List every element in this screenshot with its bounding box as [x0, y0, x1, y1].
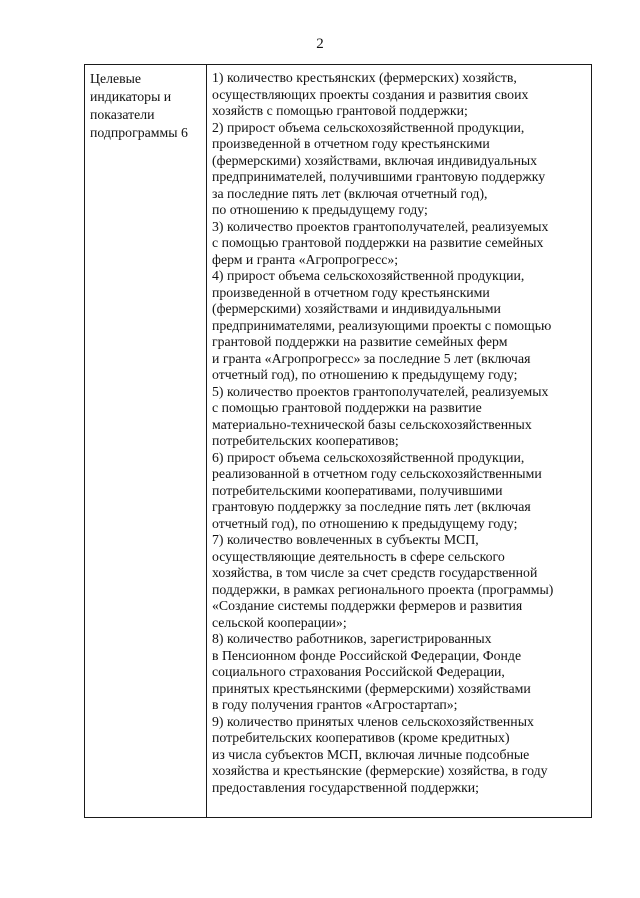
indicator-text-line: грантовую поддержку за последние пять лет (включая: [212, 499, 531, 514]
indicator-text-line: по отношению к предыдущему году;: [212, 202, 428, 217]
indicator-text-line: произведенной в отчетном году крестьянскими: [212, 284, 490, 300]
indicator-text-line: хозяйства и крестьянские (фермерские) хозяйства, в году: [212, 763, 548, 778]
indicator-text-line: и гранта «Агропрогресс» за последние 5 лет (включая: [212, 350, 531, 366]
indicator-text-line: за последние пять лет (включая отчетный год),: [212, 185, 488, 201]
indicator-text-line: хозяйства, в том числе за счет средств государственной: [212, 565, 538, 580]
indicator-text-line: ферм и гранта «Агропрогресс»;: [212, 251, 399, 267]
indicators-table: [84, 64, 592, 818]
indicator-text-line: грантовой поддержки на развитие семейных ферм: [212, 334, 508, 349]
indicator-text-line: материально-технической базы сельскохозяйственных: [212, 416, 532, 432]
label-line: подпрограммы 6: [90, 125, 188, 140]
indicator-text-line: «Создание системы поддержки фермеров и развития: [212, 598, 523, 613]
indicator-text-line: реализованной в отчетном году сельскохозяйственными: [212, 466, 542, 481]
indicator-text-line: предпринимателями, реализующими проекты с помощью: [212, 317, 552, 333]
indicator-text-line: (фермерскими) хозяйствами и индивидуальными: [212, 301, 501, 316]
label-line: показатели: [90, 107, 155, 122]
indicator-text-line: 9) количество принятых членов сельскохозяйственных: [212, 713, 534, 729]
indicator-text-line: из числа субъектов МСП, включая личные подсобные: [212, 746, 530, 762]
indicator-text-line: принятых крестьянскими (фермерскими) хозяйствами: [212, 680, 531, 696]
indicator-text-line: осуществляющие деятельность в сфере сельского: [212, 548, 505, 564]
indicator-text-line: 4) прирост объема сельскохозяйственной продукции,: [212, 268, 525, 283]
indicator-text-line: потребительских кооперативов;: [212, 433, 399, 448]
indicator-text-line: отчетный год), по отношению к предыдущему году;: [212, 515, 518, 531]
indicator-text-line: поддержки, в рамках регионального проекта (программы): [212, 581, 554, 597]
indicator-text-line: 3) количество проектов грантополучателей, реализуемых: [212, 218, 549, 234]
indicator-text-line: 7) количество вовлеченных в субъекты МСП,: [212, 532, 479, 547]
indicator-text-line: социального страхования Российской Федерации,: [212, 664, 505, 679]
indicator-text-line: осуществляющих проекты создания и развития своих: [212, 86, 529, 102]
page-number: 2: [316, 36, 324, 52]
label-line: индикаторы и: [90, 89, 172, 104]
indicator-text-line: хозяйств с помощью грантовой поддержки;: [212, 103, 468, 118]
indicator-text-line: (фермерскими) хозяйствами, включая индивидуальных: [212, 152, 538, 168]
indicator-text-line: 5) количество проектов грантополучателей, реализуемых: [212, 383, 549, 399]
indicator-text-line: в Пенсионном фонде Российской Федерации, Фонде: [212, 647, 522, 663]
table-content-cell: [212, 70, 590, 796]
indicator-text-line: предпринимателей, получившими грантовую поддержку: [212, 169, 546, 184]
indicator-text-line: отчетный год), по отношению к предыдущему году;: [212, 367, 518, 382]
indicator-text-line: 8) количество работников, зарегистрированных: [212, 631, 492, 646]
indicator-text-line: в году получения грантов «Агростартап»;: [212, 697, 458, 712]
indicator-text-line: предоставления государственной поддержки;: [212, 779, 480, 795]
indicator-text-line: 6) прирост объема сельскохозяйственной продукции,: [212, 449, 525, 465]
label-line: Целевые: [90, 71, 142, 86]
indicator-text-line: произведенной в отчетном году крестьянскими: [212, 136, 490, 151]
column-divider: [206, 65, 207, 817]
indicator-text-line: потребительских кооперативов (кроме кредитных): [212, 730, 510, 745]
indicator-text-line: 1) количество крестьянских (фермерских) хозяйств,: [212, 70, 517, 85]
indicator-text-line: с помощью грантовой поддержки на развитие: [212, 400, 482, 415]
indicator-text-line: с помощью грантовой поддержки на развитие семейных: [212, 235, 544, 250]
indicator-text-line: 2) прирост объема сельскохозяйственной продукции,: [212, 119, 525, 135]
table-label-cell: [90, 70, 203, 142]
indicator-text-line: потребительскими кооперативами, получившими: [212, 482, 503, 498]
indicator-text-line: сельской кооперации»;: [212, 614, 347, 630]
